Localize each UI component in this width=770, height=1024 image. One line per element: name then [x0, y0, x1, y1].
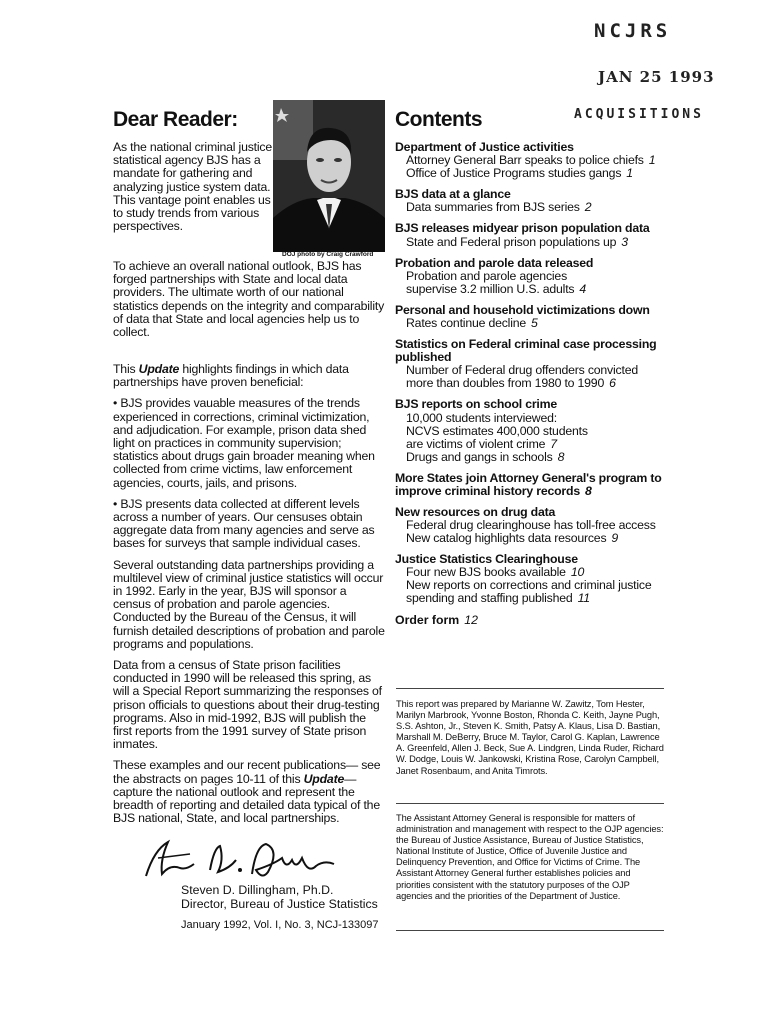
partnerships-paragraph: Several outstanding data partnerships providing a multilevel view of criminal justice statistics will occur in 1992. Early in the year, BJS will sponsor a census of probation and parole agencies. Conducted by the Bureau of the Census, it will furnish detailed descriptions of probation and parole programs and populations.: [113, 557, 385, 651]
toc-page-number: 12: [464, 613, 478, 628]
toc-item[interactable]: State and Federal prison populations up 3: [406, 234, 628, 249]
toc-section-heading[interactable]: BJS data at a glance: [395, 187, 511, 202]
update-emphasis: Update: [138, 362, 180, 376]
toc-page-number: 11: [577, 591, 590, 606]
toc-section: [395, 398, 675, 463]
closing-paragraph: These examples and our recent publications— see the abstracts on pages 10-11 of this Update— capture the national outlook and represent the breadth of reporting and detailed data typical of the BJS national, State, and local partnerships.: [113, 758, 381, 826]
bullet-trends: • BJS provides vauable measures of the trends experienced in corrections, criminal victimization, and adjudication. For example, prison data shed light on practices in community supervision; statistics about drugs gain broader meaning when collected from crime victims, law enforcement agencies, courts, jails, and prisons.: [113, 396, 375, 490]
toc-section-heading[interactable]: BJS releases midyear prison population data: [395, 221, 650, 236]
toc-item[interactable]: Federal drug clearinghouse has toll-free access: [406, 518, 656, 533]
toc-section-heading[interactable]: New resources on drug data: [395, 505, 556, 520]
director-photo: [273, 100, 385, 252]
toc-page-number: 3: [621, 234, 628, 249]
photo-caption: DOJ photo by Craig Crawford: [282, 251, 374, 258]
ncjrs-stamp: NCJRS: [594, 20, 672, 42]
divider-middle: [396, 803, 664, 804]
toc-item[interactable]: Office of Justice Programs studies gangs 1: [406, 166, 633, 181]
toc-section: [395, 553, 675, 605]
contents-title: Contents: [395, 108, 482, 131]
toc-page-number: 1: [626, 166, 633, 181]
toc-section: [395, 304, 675, 330]
toc-section-heading[interactable]: More States join Attorney General's program to improve criminal history records 8: [395, 470, 662, 498]
issue-info: January 1992, Vol. I, No. 3, NCJ-133097: [181, 919, 379, 931]
assistant-attorney-general-note: The Assistant Attorney General is responsible for matters of administration and management with respect to the OJP agencies: the Bureau of Justice Assistance, Bureau of Justice Statistics, National Institute of Justice, Office of Juvenile Justice and Delinquency Prevention, and Office for Victims of Crime. The Assistant Attorney General further establishes policies and priorities consistent with the statutory purposes of the OJP agencies and the priorities of the Department of Justice.: [396, 813, 664, 901]
dear-reader-title: Dear Reader:: [113, 108, 238, 131]
toc-item[interactable]: Probation and parole agencies: [406, 268, 568, 283]
toc-item[interactable]: New catalog highlights data resources 9: [406, 531, 619, 546]
toc-item[interactable]: Attorney General Barr speaks to police chiefs 1: [406, 153, 656, 168]
toc-page-number: 6: [609, 376, 616, 391]
toc-item[interactable]: NCVS estimates 400,000 students: [406, 423, 588, 438]
toc-section-heading[interactable]: Probation and parole data released: [395, 255, 594, 270]
intro-paragraph-2: To achieve an overall national outlook, BJS has forged partnerships with State and local data providers. The ultimate worth of our national statistics depends on the integrity and comparability of data that State and local agencies help us to collect.: [113, 259, 385, 340]
signer-title: Director, Bureau of Justice Statistics: [181, 897, 378, 911]
toc-item[interactable]: supervise 3.2 million U.S. adults 4: [406, 281, 587, 296]
toc-page-number: 8: [584, 483, 592, 498]
date-stamp: JAN 25 1993: [598, 68, 715, 86]
toc-page-number: 2: [584, 200, 592, 215]
prepared-by-credits: This report was prepared by Marianne W. Zawitz, Tom Hester, Marilyn Marbrook, Yvonne Boston, Rhonda C. Keith, Jayne Pugh, S.S. Ashton, Jr., Steven K. Smith, Patsy A. Klaus, Lisa D. Bastian, Marshall M. DeBerry, Bruce M. Taylor, Carol G. Kaplan, Lawrence A. Greenfeld, Allen J. Beck, Sue A. Lindgren, Linda Ruder, Richard W. Dodge, Louis W. Jankowski, Kristina Rose, Carolyn Campbell, Janet Rosenbaum, and Anita Timrots.: [396, 699, 664, 776]
toc-section-heading[interactable]: Justice Statistics Clearinghouse: [395, 552, 578, 567]
toc-page-number: 7: [550, 436, 557, 451]
toc-section-heading[interactable]: BJS reports on school crime: [395, 397, 558, 412]
toc-section: [395, 472, 675, 498]
toc-item[interactable]: more than doubles from 1980 to 1990 6: [406, 376, 616, 391]
intro-paragraph-1: As the national criminal justice statistical agency BJS has a mandate for gathering and analyzing justice system data. This vantage point enables us to study trends from various perspectives.: [113, 140, 273, 234]
director-portrait-image: [273, 100, 385, 252]
toc-page-number: 5: [531, 316, 538, 331]
toc-page-number: 4: [579, 281, 587, 296]
toc-section-heading[interactable]: Department of Justice activities: [395, 140, 574, 154]
signature-icon: [140, 830, 340, 886]
toc-section-heading[interactable]: Personal and household victimizations down: [395, 302, 650, 317]
toc-section: [395, 338, 675, 390]
toc-item[interactable]: Number of Federal drug offenders convicted: [406, 363, 638, 378]
toc-item[interactable]: 10,000 students interviewed:: [406, 410, 557, 425]
toc-item[interactable]: New reports on corrections and criminal justice: [406, 578, 652, 593]
toc-item[interactable]: Drugs and gangs in schools 8: [406, 449, 565, 464]
letter-body: [113, 363, 385, 834]
toc-section: [395, 222, 675, 248]
census-paragraph: Data from a census of State prison facilities conducted in 1990 will be released this spring, as will a Special Report summarizing the responses of prison officials to questions about their drug-testing programs. Also in mid-1992, BJS will publish the first reports from the 1991 survey of State prison inmates.: [113, 658, 382, 752]
toc-item[interactable]: Four new BJS books available 10: [406, 565, 585, 580]
toc-section-heading[interactable]: Statistics on Federal criminal case processing published: [395, 337, 657, 365]
signature: [140, 830, 340, 886]
toc-page-number: 1: [648, 153, 656, 168]
acquisitions-stamp: ACQUISITIONS: [574, 107, 704, 122]
toc-page-number: 10: [570, 565, 585, 580]
signature-block: [181, 883, 378, 911]
bullet-levels: • BJS presents data collected at different levels across a number of years. Our censuses obtain aggregate data from many agencies and serve as bases for surveys that sample individual cases.: [113, 496, 375, 551]
toc-section: [395, 257, 675, 296]
toc-item[interactable]: Data summaries from BJS series 2: [406, 200, 592, 215]
toc-item[interactable]: are victims of violent crime 7: [406, 436, 557, 451]
toc-item[interactable]: Rates continue decline 5: [406, 316, 538, 331]
toc-page-number: 9: [611, 531, 619, 546]
update-highlights-paragraph: This Update highlights findings in which data partnerships have proven beneficial:: [113, 362, 349, 390]
toc-section: [395, 188, 675, 214]
toc-section: [395, 141, 675, 180]
divider-bottom: [396, 930, 664, 931]
toc-section: [395, 506, 675, 545]
toc-item[interactable]: spending and staffing published 11: [406, 591, 590, 606]
divider-top: [396, 688, 664, 689]
toc-page-number: 8: [557, 449, 565, 464]
table-of-contents: [395, 141, 675, 627]
update-emphasis: Update: [303, 771, 345, 786]
order-form-entry[interactable]: Order form 12: [395, 613, 478, 628]
signer-name: Steven D. Dillingham, Ph.D.: [181, 883, 334, 897]
